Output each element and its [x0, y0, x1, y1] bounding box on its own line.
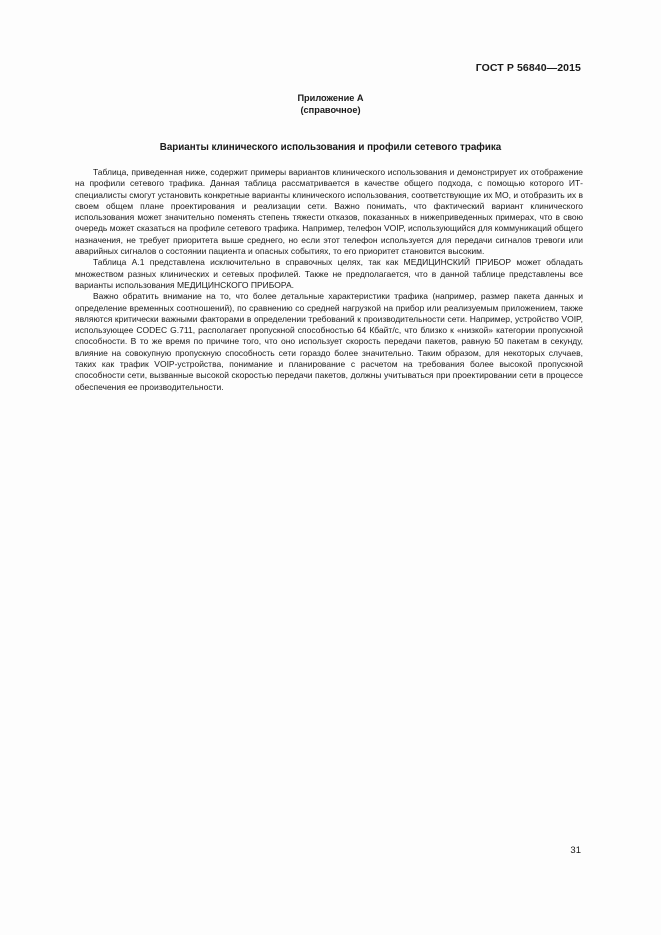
body-text: [75, 167, 583, 393]
appendix-title: Приложение А: [297, 93, 364, 103]
appendix-heading: [0, 92, 661, 116]
paragraph: Таблица, приведенная ниже, содержит примеры вариантов клинического использования и демонстрирует их отображение на профили сетевого трафика. Данная таблица рассматривается в качестве общего подхода, с помощью которого ИТ-специалисты смогут установить конкретные варианты клинического использования, соответствующие их МО, и отобразить их в своем общем плане проектирования и реализации сети. Важно понимать, что фактический вариант клинического использования может значительно поменять степень тяжести отказов, показанных в нижеприведенных примерах, что в свою очередь может сказаться на профиле сетевого трафика. Например, телефон VOIP, использующийся для коммуникаций общего назначения, не требует приоритета выше среднего, но если этот телефон используется для передачи сигналов тревоги или аварийных сигналов о состоянии пациента и опасных событиях, то его приоритет становится высоким.: [75, 167, 583, 257]
appendix-subtitle: (справочное): [300, 105, 361, 115]
section-title: Варианты клинического использования и профили сетевого трафика: [159, 142, 502, 153]
standard-number-header: ГОСТ Р 56840—2015: [475, 62, 581, 74]
paragraph: Таблица А.1 представлена исключительно в справочных целях, так как МЕДИЦИНСКИЙ ПРИБОР может обладать множеством разных клинических и сетевых профилей. Также не предполагается, что в данной таблице представлены все варианты использования МЕДИЦИНСКОГО ПРИБОРА.: [75, 257, 583, 290]
page-number: 31: [570, 845, 581, 856]
paragraph: Важно обратить внимание на то, что более детальные характеристики трафика (например, размер пакета данных и определение временных соотношений), по сравнению со средней нагрузкой на прибор или реализуемым приложением, также являются критически важными факторами в определении требований к производительности сети. Например, устройство VOIP, использующее CODEC G.711, располагает пропускной способностью 64 Кбайт/с, что близко к «низкой» категории пропускной способности. В то же время по причине того, что оно использует скорость передачи пакетов, равную 50 пакетам в секунду, влияние на совокупную пропускную способность сети гораздо более значительно. Таким образом, для некоторых случаев, таких как трафик VOIP-устройства, понимание и планирование с расчетом на требования более высокой пропускной способности сети, вызванные высокой скоростью передачи пакетов, должны учитываться при проектировании сети в процессе обеспечения ее производительности.: [75, 291, 583, 392]
